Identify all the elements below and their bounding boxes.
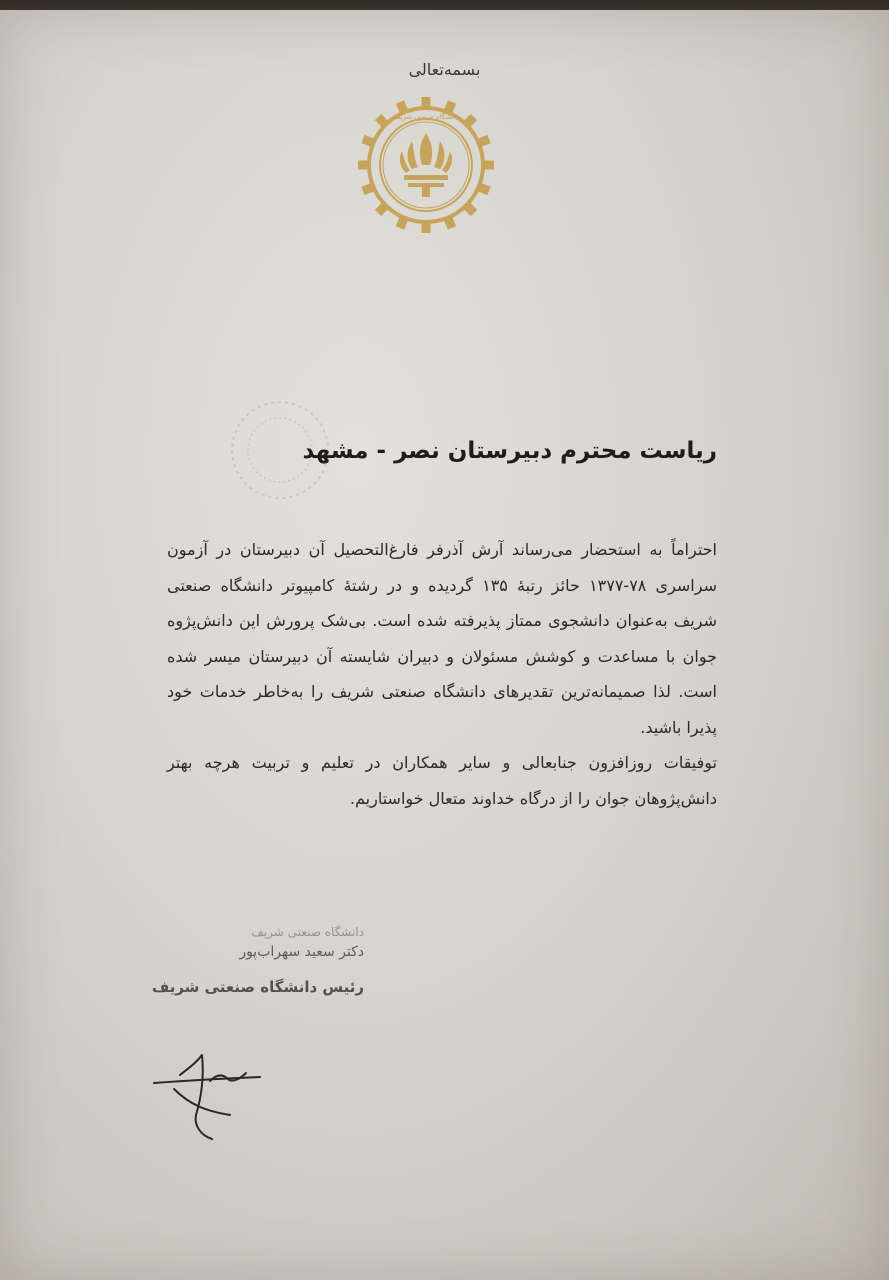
- signature-block: [94, 922, 364, 996]
- letter-paragraph: احتراماً به استحضار می‌رساند آرش آذرفر فارغ‌التحصیل آن دبیرستان در آزمون سراسری ۷۸-۱۳۷۷ حائز رتبهٔ ۱۳۵ گردیده و در رشتهٔ کامپیوتر دانشگاه صنعتی شریف به‌عنوان دانشجوی ممتاز پذیرفته شده است. بی‌شک پرورش این دانش‌پژوه جوان با مساعدت و کوشش مسئولان و دبیران شایسته آن دبیرستان میسر شده است. لذا صمیمانه‌ترین تقدیرهای دانشگاه صنعتی شریف را به‌خاطر خدمات خود پذیرا باشید.: [167, 540, 717, 737]
- invocation-text: بسمه‌تعالی: [408, 60, 481, 79]
- handwritten-signature-icon: [150, 1045, 270, 1145]
- signatory-title: رئیس دانشگاه صنعتی شریف: [151, 978, 364, 996]
- letter-body: [167, 532, 717, 816]
- letter-paragraph: توفیقات روزافزون جنابعالی و سایر همکاران در تعلیم و تربیت هرچه بهتر دانش‌پژوهان جوان را از درگاه خداوند متعال خواستاریم.: [167, 753, 717, 808]
- sharif-university-logo-icon: [356, 95, 496, 235]
- recipient-heading: ریاست محترم دبیرستان نصر - مشهد: [302, 438, 717, 464]
- signatory-name: دکتر سعید سهراب‌پور: [239, 944, 364, 960]
- seal-text: دانشگاه صنعتی شریف: [251, 925, 364, 939]
- logo-ring-text: دانشگاه صنعتی شریف: [393, 113, 459, 121]
- letter-paper: [0, 10, 889, 1280]
